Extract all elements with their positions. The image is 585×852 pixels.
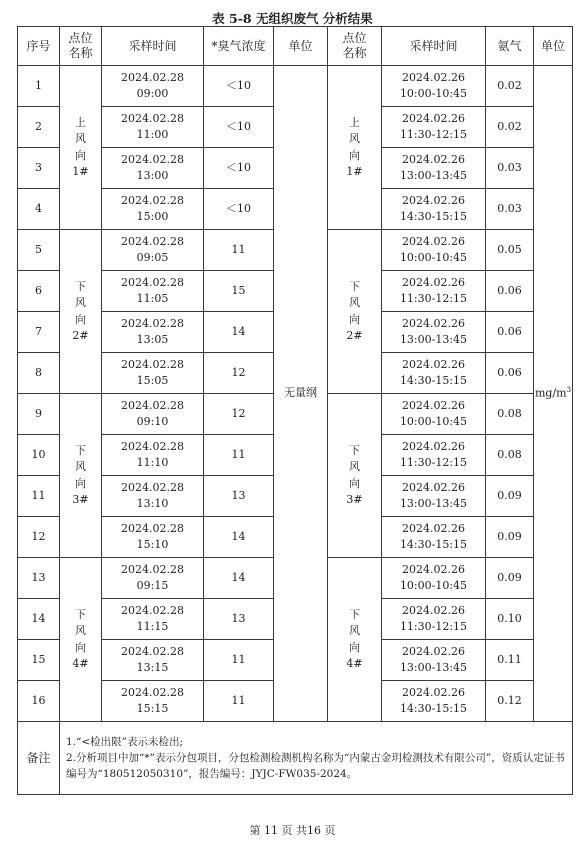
odor-value-cell: 13 bbox=[204, 476, 274, 517]
sampling-time-cell-right: 2024.02.26 11:30-12:15 bbox=[382, 435, 486, 476]
odor-value-cell: 11 bbox=[204, 681, 274, 722]
ammonia-value-cell: 0.02 bbox=[486, 107, 534, 148]
seq-cell: 5 bbox=[18, 230, 60, 271]
seq-cell: 11 bbox=[18, 476, 60, 517]
ammonia-value-cell: 0.09 bbox=[486, 558, 534, 599]
sampling-time-cell-left: 2024.02.28 15:05 bbox=[102, 353, 204, 394]
sampling-time-cell-left: 2024.02.28 09:10 bbox=[102, 394, 204, 435]
ammonia-value-cell: 0.11 bbox=[486, 640, 534, 681]
sampling-time-cell-left: 2024.02.28 09:05 bbox=[102, 230, 204, 271]
sampling-time-cell-left: 2024.02.28 11:15 bbox=[102, 599, 204, 640]
odor-value-cell: 12 bbox=[204, 394, 274, 435]
point-name-cell-right: 上 风 向 1# bbox=[328, 66, 382, 230]
sampling-time-cell-right: 2024.02.26 11:30-12:15 bbox=[382, 107, 486, 148]
header-unit-1: 单位 bbox=[274, 27, 328, 66]
seq-cell: 8 bbox=[18, 353, 60, 394]
seq-cell: 9 bbox=[18, 394, 60, 435]
sampling-time-cell-left: 2024.02.28 11:05 bbox=[102, 271, 204, 312]
sampling-time-cell-left: 2024.02.28 13:15 bbox=[102, 640, 204, 681]
ammonia-value-cell: 0.06 bbox=[486, 271, 534, 312]
sampling-time-cell-right: 2024.02.26 10:00-10:45 bbox=[382, 230, 486, 271]
sampling-time-cell-left: 2024.02.28 11:10 bbox=[102, 435, 204, 476]
sampling-time-cell-right: 2024.02.26 11:30-12:15 bbox=[382, 271, 486, 312]
sampling-time-cell-right: 2024.02.26 14:30-15:15 bbox=[382, 189, 486, 230]
unit-cell-ammonia bbox=[534, 66, 573, 722]
sampling-time-cell-right: 2024.02.26 10:00-10:45 bbox=[382, 66, 486, 107]
sampling-time-cell-left: 2024.02.28 15:10 bbox=[102, 517, 204, 558]
sampling-time-cell-left: 2024.02.28 13:05 bbox=[102, 312, 204, 353]
table-row bbox=[18, 66, 573, 107]
odor-value-cell: 11 bbox=[204, 230, 274, 271]
ammonia-value-cell: 0.08 bbox=[486, 394, 534, 435]
header-sampling-time-1: 采样时间 bbox=[102, 27, 204, 66]
note-line: 2.分析项目中加“*”表示分包项目，分包检测检测机构名称为“内蒙古金玥检测技术有限公司”，资质认定证书编号为“180512050310”，报告编号：JYJC-FW035-2024。 bbox=[66, 751, 565, 781]
ammonia-value-cell: 0.03 bbox=[486, 189, 534, 230]
odor-value-cell: ＜10 bbox=[204, 148, 274, 189]
page-footer: 第 11 页 共16 页 bbox=[249, 824, 336, 837]
sampling-time-cell-right: 2024.02.26 13:00-13:45 bbox=[382, 312, 486, 353]
header-point-name-1: 点位 名称 bbox=[60, 27, 102, 66]
seq-cell: 3 bbox=[18, 148, 60, 189]
sampling-time-cell-right: 2024.02.26 14:30-15:15 bbox=[382, 353, 486, 394]
odor-value-cell: ＜10 bbox=[204, 189, 274, 230]
seq-cell: 6 bbox=[18, 271, 60, 312]
ammonia-value-cell: 0.08 bbox=[486, 435, 534, 476]
ammonia-value-cell: 0.06 bbox=[486, 353, 534, 394]
ammonia-value-cell: 0.10 bbox=[486, 599, 534, 640]
point-name-cell-right: 下 风 向 2# bbox=[328, 230, 382, 394]
odor-value-cell: ＜10 bbox=[204, 66, 274, 107]
seq-cell: 7 bbox=[18, 312, 60, 353]
sampling-time-cell-right: 2024.02.26 14:30-15:15 bbox=[382, 681, 486, 722]
sampling-time-cell-right: 2024.02.26 14:30-15:15 bbox=[382, 517, 486, 558]
point-name-cell-left: 上 风 向 1# bbox=[60, 66, 102, 230]
seq-cell: 15 bbox=[18, 640, 60, 681]
ammonia-value-cell: 0.09 bbox=[486, 517, 534, 558]
seq-cell: 13 bbox=[18, 558, 60, 599]
results-table bbox=[17, 26, 573, 795]
ammonia-value-cell: 0.02 bbox=[486, 66, 534, 107]
sampling-time-cell-left: 2024.02.28 15:15 bbox=[102, 681, 204, 722]
sampling-time-cell-right: 2024.02.26 10:00-10:45 bbox=[382, 558, 486, 599]
header-odor-concentration: *臭气浓度 bbox=[204, 27, 274, 66]
seq-cell: 12 bbox=[18, 517, 60, 558]
odor-value-cell: 14 bbox=[204, 558, 274, 599]
sampling-time-cell-right: 2024.02.26 13:00-13:45 bbox=[382, 476, 486, 517]
notes-row bbox=[18, 722, 573, 795]
sampling-time-cell-right: 2024.02.26 13:00-13:45 bbox=[382, 640, 486, 681]
ammonia-value-cell: 0.09 bbox=[486, 476, 534, 517]
header-ammonia: 氨气 bbox=[486, 27, 534, 66]
ammonia-value-cell: 0.05 bbox=[486, 230, 534, 271]
odor-value-cell: ＜10 bbox=[204, 107, 274, 148]
sampling-time-cell-right: 2024.02.26 13:00-13:45 bbox=[382, 148, 486, 189]
header-sampling-time-2: 采样时间 bbox=[382, 27, 486, 66]
odor-value-cell: 14 bbox=[204, 517, 274, 558]
note-line: 1.“<检出限”表示未检出; bbox=[66, 735, 184, 748]
header-point-name-2: 点位 名称 bbox=[328, 27, 382, 66]
unit-cell-odor: 无量纲 bbox=[274, 66, 328, 722]
point-name-cell-right: 下 风 向 4# bbox=[328, 558, 382, 722]
sampling-time-cell-left: 2024.02.28 09:00 bbox=[102, 66, 204, 107]
point-name-cell-right: 下 风 向 3# bbox=[328, 394, 382, 558]
odor-value-cell: 11 bbox=[204, 435, 274, 476]
seq-cell: 2 bbox=[18, 107, 60, 148]
notes-text bbox=[60, 722, 573, 795]
seq-cell: 10 bbox=[18, 435, 60, 476]
seq-cell: 1 bbox=[18, 66, 60, 107]
odor-value-cell: 13 bbox=[204, 599, 274, 640]
ammonia-value-cell: 0.12 bbox=[486, 681, 534, 722]
header-row bbox=[18, 27, 573, 66]
odor-value-cell: 14 bbox=[204, 312, 274, 353]
table-title: 表 5-8 无组织废气 分析结果 bbox=[212, 11, 373, 26]
point-name-cell-left: 下 风 向 4# bbox=[60, 558, 102, 722]
ammonia-value-cell: 0.03 bbox=[486, 148, 534, 189]
unit-ammonia-text: mg/m bbox=[534, 386, 567, 400]
sampling-time-cell-left: 2024.02.28 15:00 bbox=[102, 189, 204, 230]
sampling-time-cell-left: 2024.02.28 13:00 bbox=[102, 148, 204, 189]
sampling-time-cell-right: 2024.02.26 11:30-12:15 bbox=[382, 599, 486, 640]
odor-value-cell: 15 bbox=[204, 271, 274, 312]
odor-value-cell: 12 bbox=[204, 353, 274, 394]
header-unit-2: 单位 bbox=[534, 27, 573, 66]
sampling-time-cell-left: 2024.02.28 13:10 bbox=[102, 476, 204, 517]
point-name-cell-left: 下 风 向 3# bbox=[60, 394, 102, 558]
sampling-time-cell-left: 2024.02.28 09:15 bbox=[102, 558, 204, 599]
seq-cell: 16 bbox=[18, 681, 60, 722]
seq-cell: 14 bbox=[18, 599, 60, 640]
seq-cell: 4 bbox=[18, 189, 60, 230]
sampling-time-cell-left: 2024.02.28 11:00 bbox=[102, 107, 204, 148]
sampling-time-cell-right: 2024.02.26 10:00-10:45 bbox=[382, 394, 486, 435]
unit-ammonia-superscript: 3 bbox=[566, 385, 572, 394]
point-name-cell-left: 下 风 向 2# bbox=[60, 230, 102, 394]
odor-value-cell: 11 bbox=[204, 640, 274, 681]
ammonia-value-cell: 0.06 bbox=[486, 312, 534, 353]
header-seq: 序号 bbox=[18, 27, 60, 66]
notes-label: 备注 bbox=[18, 722, 60, 795]
